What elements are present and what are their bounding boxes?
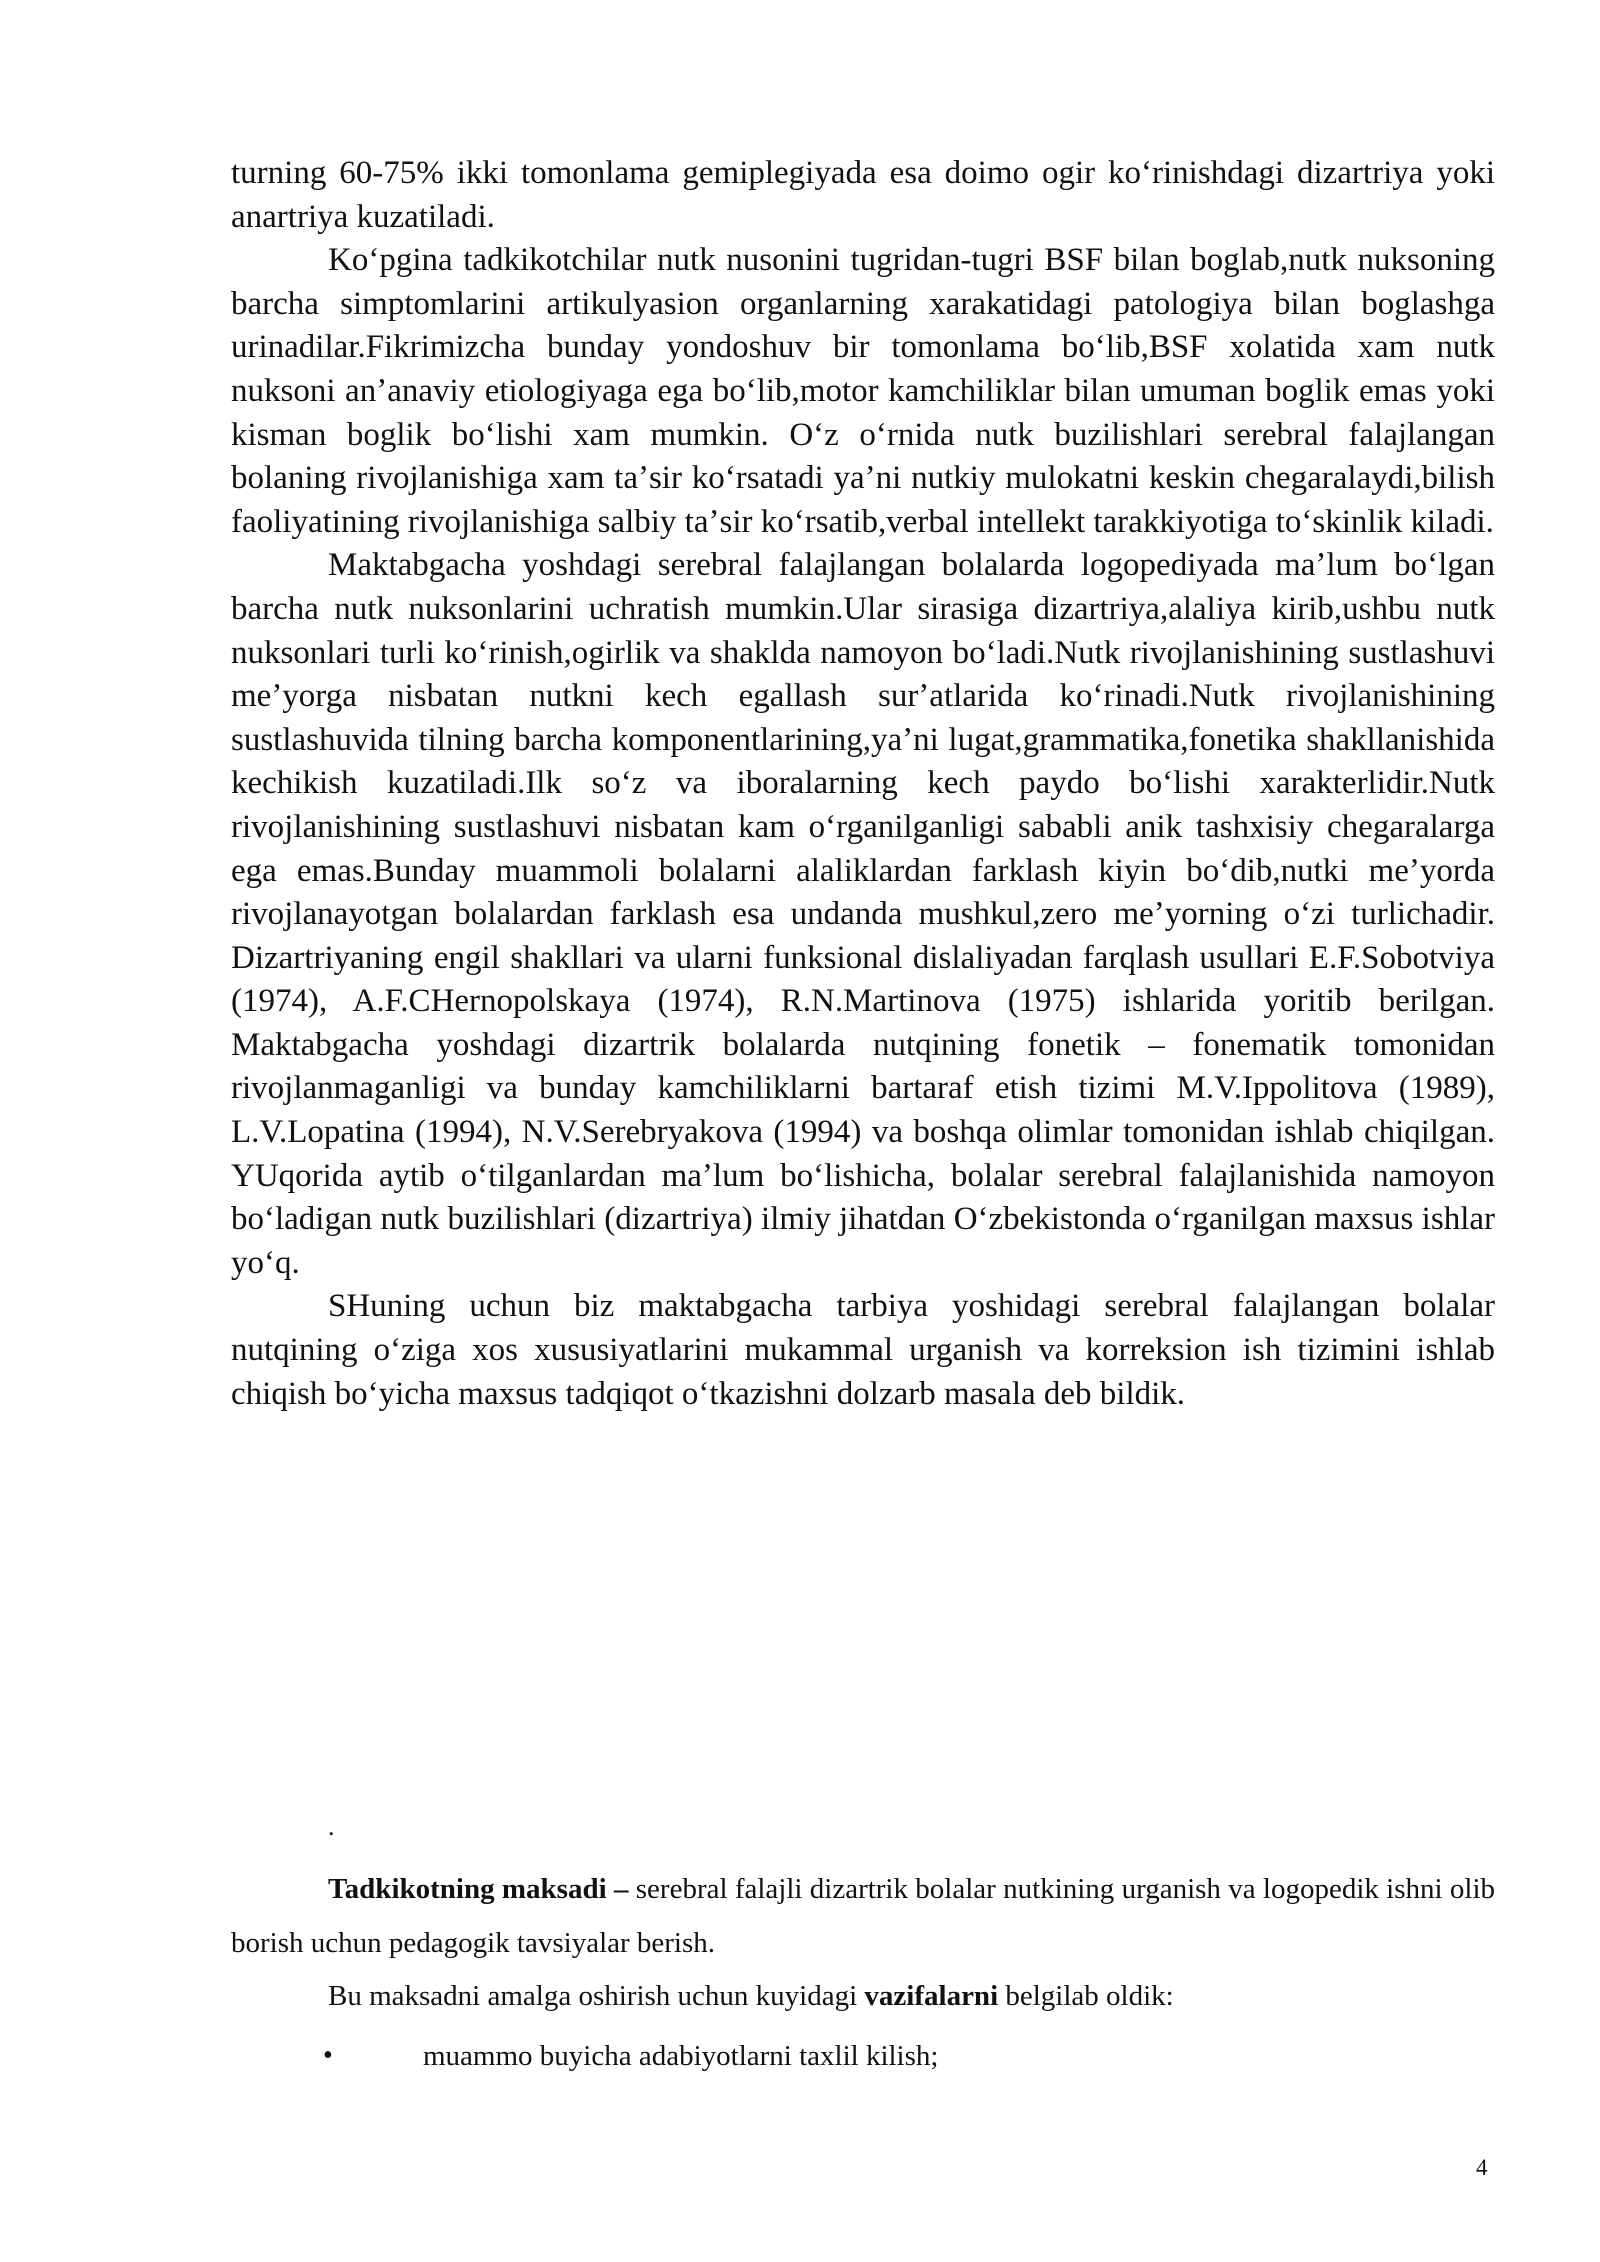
page-number: 4 [1476,2155,1488,2180]
paragraph-preschool: Maktabgacha yoshdagi serebral falajlangan bolalarda logopediyada maʼlum boʻlgan barcha nutk nuksonlarini uchratish mumkin.Ular sirasiga dizartriya,alaliya kirib,ushbu nutk nuksonlari turli koʻrinish,ogirlik va shaklda namoyon boʻladi.Nutk rivojlanishining sustlashuvi meʼyorga nisbatan nutkni kech egallash surʼatlarida koʻrinadi.Nutk rivojlanishining sustlashuvida tilning barcha komponentlarining,yaʼni lugat,grammatika,fonetika shakllanishida kechikish kuzatiladi.Ilk soʻz va iboralarning kech paydo boʻlishi xarakterlidir.Nutk rivojlanishining sustlashuvi nisbatan kam oʻrganilganligi sababli anik tashxisiy chegaralarga ega emas.Bunday muammoli bolalarni alaliklardan farklash kiyin boʻdib,nutki meʼyorda rivojlanayotgan bolalardan farklash esa undanda mushkul,zero meʼyorning oʻzi turlichadir. Dizartriyaning engil shakllari va ularni funksional dislaliyadan farqlash usullari E.F.Sobotviya (1974), A.F.CHernopolskaya (1974), R.N.Martinova (1975) ishlarida yoritib berilgan. Maktabgacha yoshdagi dizartrik bolalarda nutqining fonetik – fonematik tomonidan rivojlanmaganligi va bunday kamchiliklarni bartaraf etish tizimi M.V.Ippolitova (1989), L.V.Lopatina (1994), N.V.Serebryakova (1994) va boshqa olimlar tomonidan ishlab chiqilgan. YUqorida aytib oʻtilganlardan maʼlum boʻlishicha, bolalar serebral falajlanishida namoyon boʻladigan nutk buzilishlari (dizartriya) ilmiy jihatdan Oʻzbekistonda oʻrganilgan maxsus ishlar yoʻq. [231,547,1495,1281]
separator-dot: . [328,1812,335,1841]
body-text [231,152,1495,1416]
research-goal-text: serebral falajli dizartrik bolalar nutkining urganish va logopedik ishni olib borish uchun pedagogik tavsiyalar berish. [231,1873,1495,1959]
research-goal-dash: – [606,1873,636,1905]
tasks-intro-bold: vazifalarni [864,1980,999,2012]
paragraph-conclusion: SHuning uchun biz maktabgacha tarbiya yoshidagi serebral falajlangan bolalar nutqining oʻziga xos xususiyatlarini mukammal urganish va korreksion ish tizimini ishlab chiqish boʻyicha maxsus tadqiqot oʻtkazishni dolzarb masala deb bildik. [231,1288,1495,1412]
tasks-intro [328,1976,1495,2016]
paragraph-researchers: Koʻpgina tadkikotchilar nutk nusonini tugridan-tugri BSF bilan boglab,nutk nuksoning barcha simptomlarini artikulyasion organlarning xarakatidagi patologiya bilan boglashga urinadilar.Fikrimizcha bunday yondoshuv bir tomonlama boʻlib,BSF xolatida xam nutk nuksoni anʼanaviy etiologiyaga ega boʻlib,motor kamchiliklar bilan umuman boglik emas yoki kisman boglik boʻlishi xam mumkin. Oʻz oʻrnida nutk buzilishlari serebral falajlangan bolaning rivojlanishiga xam taʼsir koʻrsatadi yaʼni nutkiy mulokatni keskin chegaralaydi,bilish faoliyatining rivojlanishiga salbiy taʼsir koʻrsatib,verbal intellekt tarakkiyotiga toʻskinlik kiladi. [231,242,1495,540]
tasks-intro-before: Bu maksadni amalga oshirish uchun kuyidagi [328,1980,865,2012]
paragraph-continuation: turning 60-75% ikki tomonlama gemiplegiyada esa doimo ogir koʻrinishdagi dizartriya yoki anartriya kuzatiladi. [231,155,1495,235]
research-goal [231,1862,1495,1970]
bullet-icon: • [323,2040,333,2071]
research-goal-label: Tadkikotning maksadi [328,1873,607,1905]
tasks-intro-after: belgilab oldik: [998,1980,1174,2012]
research-goal-paragraph [231,1862,1495,1970]
task-text: muammo buyicha adabiyotlarni taxlil kilish; [423,2040,939,2072]
